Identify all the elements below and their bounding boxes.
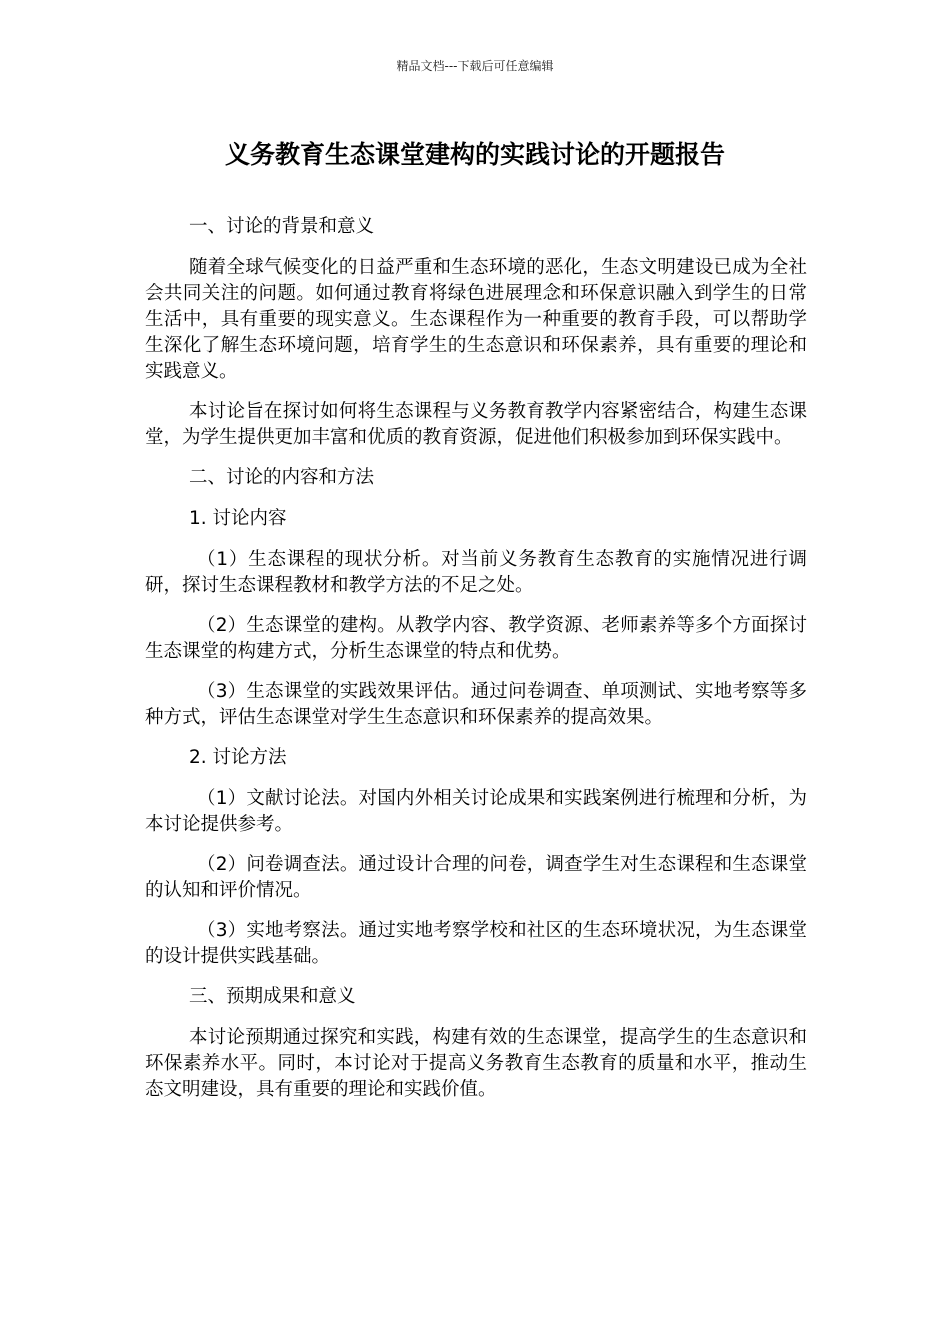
document-title: 义务教育生态课堂建构的实践讨论的开题报告 (224, 140, 725, 169)
section-heading-background: 一、讨论的背景和意义 (189, 216, 375, 237)
list-item-method: （2）问卷调查法。通过设计合理的问卷，调查学生对生态课程和生态课堂的认知和评价情况。 (145, 854, 807, 901)
list-item-method: （3）实地考察法。通过实地考察学校和社区的生态环境状况，为生态课堂的设计提供实践基础。 (145, 920, 807, 967)
paragraph-purpose: 本讨论旨在探讨如何将生态课程与义务教育教学内容紧密结合，构建生态课堂，为学生提供更加丰富和优质的教育资源，促进他们积极参加到环保实践中。 (145, 401, 807, 448)
section-heading-content-method: 二、讨论的内容和方法 (189, 467, 375, 488)
list-item-content: （1）生态课程的现状分析。对当前义务教育生态教育的实施情况进行调研，探讨生态课程教材和教学方法的不足之处。 (145, 549, 807, 596)
section-heading-expected-results: 三、预期成果和意义 (189, 986, 356, 1007)
list-item-content: （3）生态课堂的实践效果评估。通过问卷调查、单项测试、实地考察等多种方式，评估生态课堂对学生生态意识和环保素养的提高效果。 (145, 681, 807, 728)
subheading-method: 2. 讨论方法 (189, 747, 287, 768)
list-item-content: （2）生态课堂的建构。从教学内容、教学资源、老师素养等多个方面探讨生态课堂的构建方式，分析生态课堂的特点和优势。 (145, 615, 807, 662)
list-item-method: （1）文献讨论法。对国内外相关讨论成果和实践案例进行梳理和分析，为本讨论提供参考。 (145, 788, 807, 835)
subheading-content: 1. 讨论内容 (189, 508, 287, 529)
document-body (145, 214, 807, 1103)
paragraph-background: 随着全球气候变化的日益严重和生态环境的恶化，生态文明建设已成为全社会共同关注的问题。如何通过教育将绿色进展理念和环保意识融入到学生的日常生活中，具有重要的现实意义。生态课程作为一种重要的教育手段，可以帮助学生深化了解生态环境问题，培育学生的生态意识和环保素养，具有重要的理论和实践意义。 (145, 257, 807, 382)
header-note: 精品文档---下载后可任意编辑 (396, 59, 554, 73)
paragraph-expected-results: 本讨论预期通过探究和实践，构建有效的生态课堂，提高学生的生态意识和环保素养水平。同时，本讨论对于提高义务教育生态教育的质量和水平，推动生态文明建设，具有重要的理论和实践价值。 (145, 1027, 807, 1100)
